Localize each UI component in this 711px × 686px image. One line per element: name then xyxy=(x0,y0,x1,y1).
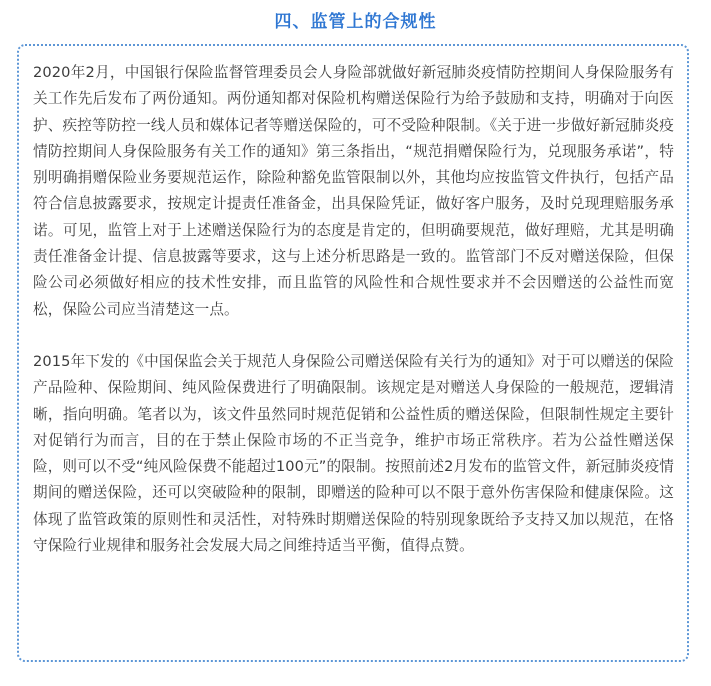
paragraph-2020-notices: 2020年2月，中国银行保险监督管理委员会人身险部就做好新冠肺炎疫情防控期间人身保险服务有关工作先后发布了两份通知。两份通知都对保险机构赠送保险行为给予鼓励和支持，明确对于向医护、疾控等防控一线人员和媒体记者等赠送保险的，可不受险种限制。《关于进一步做好新冠肺炎疫情防控期间人身保险服务有关工作的通知》第三条指出，“规范捐赠保险行为，兑现服务承诺”，特别明确捐赠保险业务要规范运作，除险种豁免监管限制以外，其他均应按监管文件执行，包括产品符合信息披露要求，按规定计提责任准备金，出具保险凭证，做好客户服务，及时兑现理赔服务承诺。可见，监管上对于上述赠送保险行为的态度是肯定的，但明确要规范，做好理赔，尤其是明确责任准备金计提、信息披露等要求，这与上述分析思路是一致的。监管部门不反对赠送保险，但保险公司必须做好相应的技术性安排，而且监管的风险性和合规性要求并不会因赠送的公益性而宽松，保险公司应当清楚这一点。 xyxy=(33,64,674,318)
article-text-box xyxy=(17,44,689,662)
paragraph-2015-regulation: 2015年下发的《中国保监会关于规范人身保险公司赠送保险有关行为的通知》对于可以赠送的保险产品险种、保险期间、纯风险保费进行了明确限制。该规定是对赠送人身保险的一般规范，逻辑清晰，指向明确。笔者以为，该文件虽然同时规范促销和公益性质的赠送保险，但限制性规定主要针对促销行为而言，目的在于禁止保险市场的不正当竞争，维护市场正常秩序。若为公益性赠送保险，则可以不受“纯风险保费不能超过100元”的限制。按照前述2月发布的监管文件，新冠肺炎疫情期间的赠送保险，还可以突破险种的限制，即赠送的险种可以不限于意外伤害保险和健康保险。这体现了监管政策的原则性和灵活性，对特殊时期赠送保险的特别现象既给予支持又加以规范，在恪守保险行业规律和服务社会发展大局之间维持适当平衡，值得点赞。 xyxy=(33,352,674,555)
section-title: 四、监管上的合规性 xyxy=(274,12,437,32)
